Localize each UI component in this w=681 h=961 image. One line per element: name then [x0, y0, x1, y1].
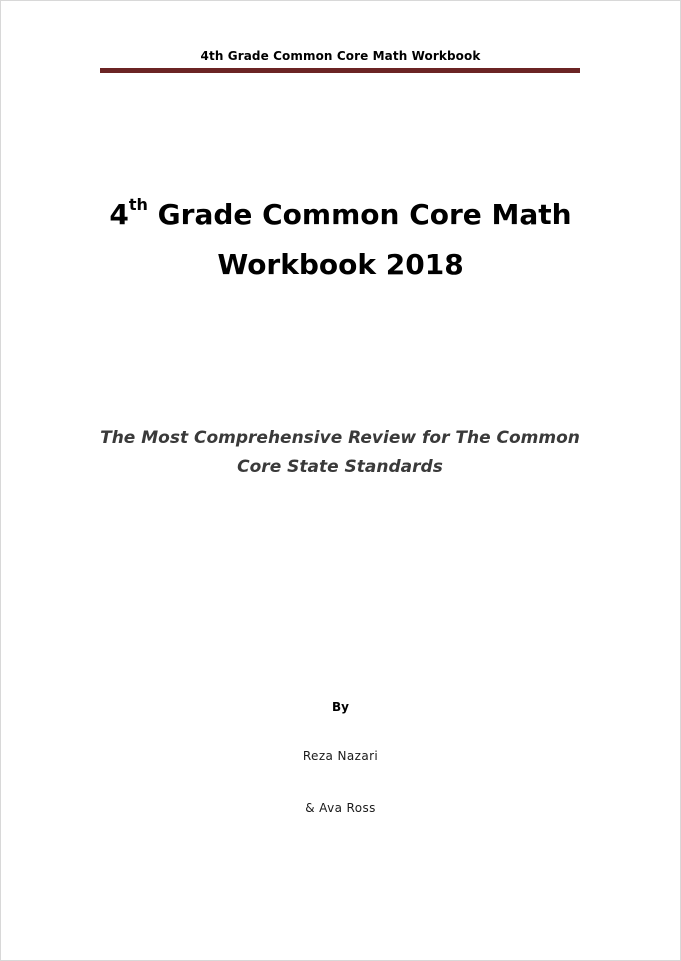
title-line-1	[60, 190, 621, 240]
subtitle-line-1: The Most Comprehensive Review for The Common	[100, 428, 580, 448]
author-name: Reza Nazari	[302, 749, 379, 763]
header-rule	[100, 68, 580, 73]
title-ordinal-suffix: th	[128, 195, 148, 214]
title-line-2: Workbook 2018	[217, 248, 464, 281]
book-subtitle	[100, 424, 580, 482]
running-header: 4th Grade Common Core Math Workbook	[200, 49, 481, 63]
title-grade-number: 4	[109, 198, 129, 231]
co-author-name: & Ava Ross	[305, 801, 376, 815]
book-title	[60, 190, 621, 290]
title-line-1-rest: Grade Common Core Math	[147, 198, 572, 231]
subtitle-line-2: Core State Standards	[237, 457, 443, 477]
by-label: By	[332, 700, 349, 714]
